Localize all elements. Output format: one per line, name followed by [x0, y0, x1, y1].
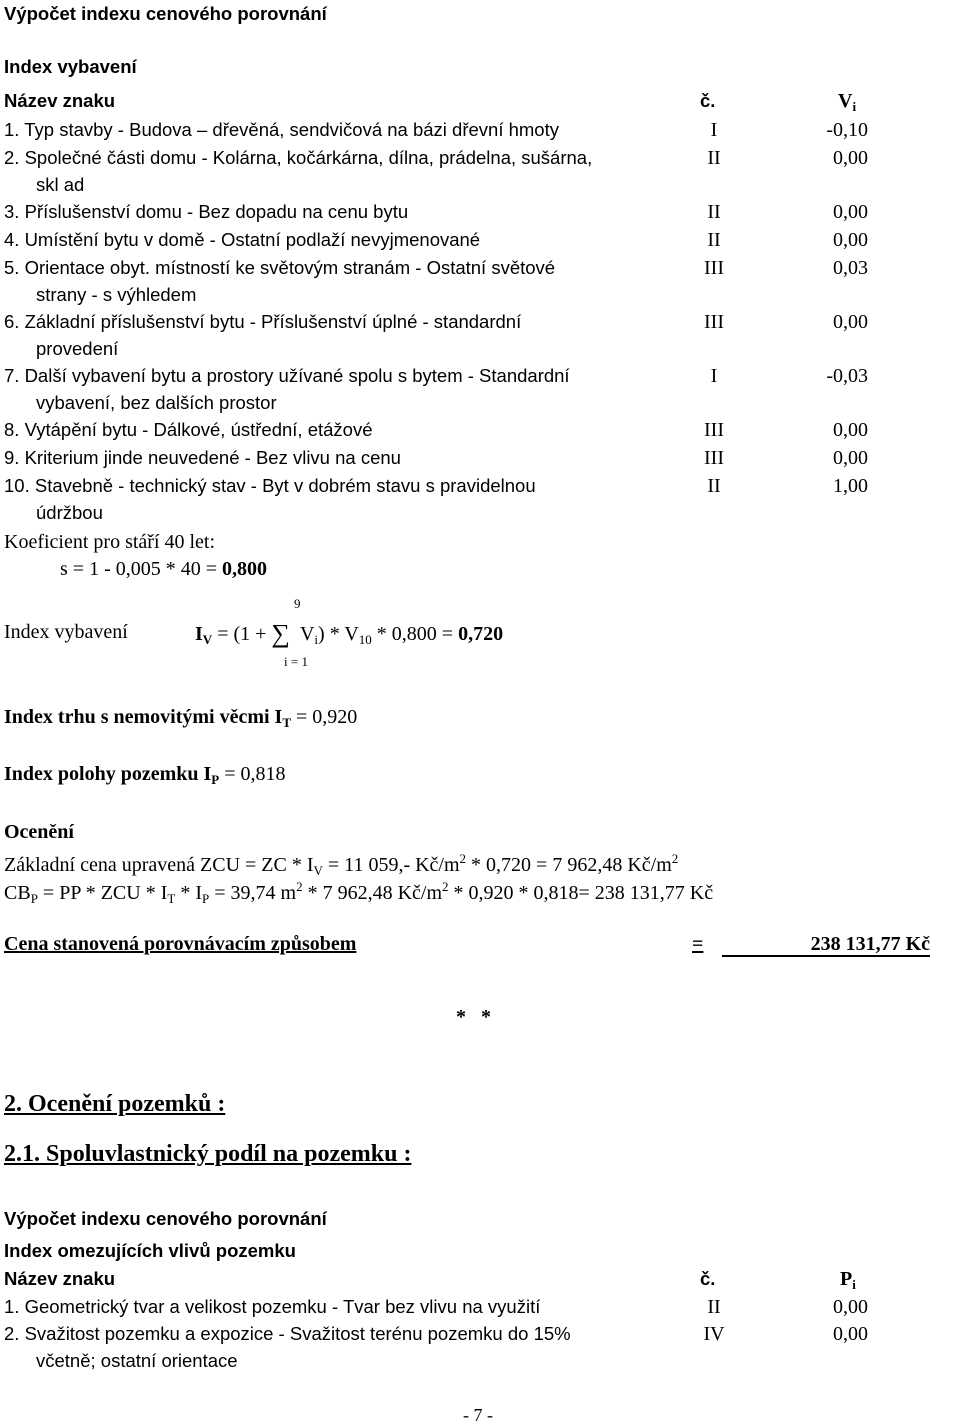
table-row-value: 0,00: [833, 419, 868, 441]
table-row-value: 0,03: [833, 257, 868, 279]
index-vybaveni-label: Index vybavení: [4, 621, 128, 643]
table-row-text-cont: skl ad: [36, 174, 85, 195]
table-row-class: I: [710, 119, 718, 141]
table-row-text: 2. Společné části domu - Kolárna, kočárkárna, dílna, prádelna, sušárna,: [4, 147, 593, 168]
table-row-text-cont: vybavení, bez dalších prostor: [36, 392, 277, 413]
table-row-text: 1. Geometrický tvar a velikost pozemku - Tvar bez vlivu na využití: [4, 1296, 541, 1317]
table-row-text: 1. Typ stavby - Budova – dřevěná, sendvičová na bázi dřevní hmoty: [4, 119, 559, 140]
table-row-class: I: [710, 365, 718, 387]
section-2-title: 2. Ocenění pozemků :: [4, 1091, 226, 1117]
heading-2: Výpočet indexu cenového porovnání: [4, 1208, 327, 1229]
koef-formula: s = 1 - 0,005 * 40 = 0,800: [60, 558, 268, 580]
col-header-cls-2: č.: [700, 1268, 716, 1289]
col-header-name-2: Název znaku: [4, 1268, 116, 1289]
table-row-value: -0,10: [826, 119, 868, 141]
table-row-text: 9. Kriterium jinde neuvedené - Bez vlivu na cenu: [4, 447, 401, 468]
cena-equals: =: [692, 933, 704, 955]
sum-lower-limit: i = 1: [284, 654, 308, 669]
table-row-text: 6. Základní příslušenství bytu - Příslušenství úplné - standardní: [4, 311, 522, 332]
table-row-text-cont: strany - s výhledem: [36, 284, 197, 305]
table-row-class: III: [704, 419, 724, 441]
cena-underline: [722, 955, 930, 957]
table-row-value: 0,00: [833, 447, 868, 469]
cena-label: Cena stanovená porovnávacím způsobem: [4, 933, 357, 955]
table-row-class: III: [704, 447, 724, 469]
table-row-value: 0,00: [833, 229, 868, 251]
col-header-val: $V_i$: [838, 90, 857, 114]
table-row-class: II: [707, 475, 721, 497]
table-row-value: 0,00: [833, 201, 868, 223]
oceneni-title: Ocenění: [4, 821, 74, 843]
koef-label: Koeficient pro stáří 40 let:: [4, 531, 216, 553]
section-2-1-title: 2.1. Spoluvlastnický podíl na pozemku :: [4, 1141, 412, 1167]
table-row-text-cont: včetně; ostatní orientace: [36, 1350, 238, 1371]
table-row-text-cont: údržbou: [36, 502, 103, 523]
table-row-value: 0,00: [833, 1296, 868, 1318]
table-row-text: 8. Vytápění bytu - Dálkové, ústřední, etážové: [4, 419, 373, 440]
col-header-val-2: $P_i$: [840, 1268, 856, 1292]
table-row-class: II: [707, 147, 721, 169]
col-header-cls: č.: [700, 90, 716, 111]
table-row-value: 1,00: [833, 475, 868, 497]
table-row-text: 4. Umístění bytu v domě - Ostatní podlaží nevyjmenované: [4, 229, 481, 250]
table-row-class: III: [704, 311, 724, 333]
cena-value: 238 131,77 Kč: [810, 933, 930, 955]
table-row-class: II: [707, 201, 721, 223]
table-row-text: 10. Stavebně - technický stav - Byt v dobrém stavu s pravidelnou: [4, 475, 536, 496]
section-title-vybaveni: Index vybavení: [4, 56, 137, 77]
oceneni-line1: Základní cena upravená ZCU = ZC * $I_V = 11$ 059,- $Kč/m^2 * 0,720 = 7$ 962,48 $Kč/m^2$: [4, 851, 679, 878]
index-polohy: Index polohy pozemku $I_P = 0,818$: [4, 763, 286, 787]
page-heading: Výpočet indexu cenového porovnání: [4, 3, 327, 24]
index-trhu: Index trhu s nemovitými věcmi $I_T = 0,920$: [4, 706, 358, 730]
table-row-text: 5. Orientace obyt. místností ke světovým stranám - Ostatní světové: [4, 257, 556, 278]
table-row-class: IV: [703, 1323, 725, 1345]
table-row-text: 3. Příslušenství domu - Bez dopadu na cenu bytu: [4, 201, 409, 222]
index-vybaveni-formula: $I_V = (1$ + ∑ $V_i) * V_{10} * 0,800 = 0,720$: [195, 619, 504, 648]
oceneni-line2: $CB_P$ = PP * ZCU * $I_T * I_P = 39,74$ $m^2 * 7$ 962,48 $Kč/m^2 * 0,920 * 0,818= 238$ 131,77 Kč: [4, 879, 714, 906]
table-row-value: 0,00: [833, 311, 868, 333]
section-separator: * *: [456, 1006, 491, 1028]
sigma-icon: ∑: [271, 619, 290, 648]
col-header-name: Název znaku: [4, 90, 116, 111]
table-row-value: 0,00: [833, 1323, 868, 1345]
table-row-value: 0,00: [833, 147, 868, 169]
sum-upper-limit: 9: [294, 596, 301, 611]
table-row-text: 7. Další vybavení bytu a prostory užívané spolu s bytem - Standardní: [4, 365, 570, 386]
table-row-text: 2. Svažitost pozemku a expozice - Svažitost terénu pozemku do 15%: [4, 1323, 571, 1344]
table-row-class: II: [707, 1296, 721, 1318]
table-row-class: II: [707, 229, 721, 251]
table-row-text-cont: provedení: [36, 338, 119, 359]
page-number: - 7 -: [463, 1405, 493, 1425]
table-row-class: III: [704, 257, 724, 279]
table-row-value: -0,03: [826, 365, 868, 387]
section-title-omezujici: Index omezujících vlivů pozemku: [4, 1240, 296, 1261]
